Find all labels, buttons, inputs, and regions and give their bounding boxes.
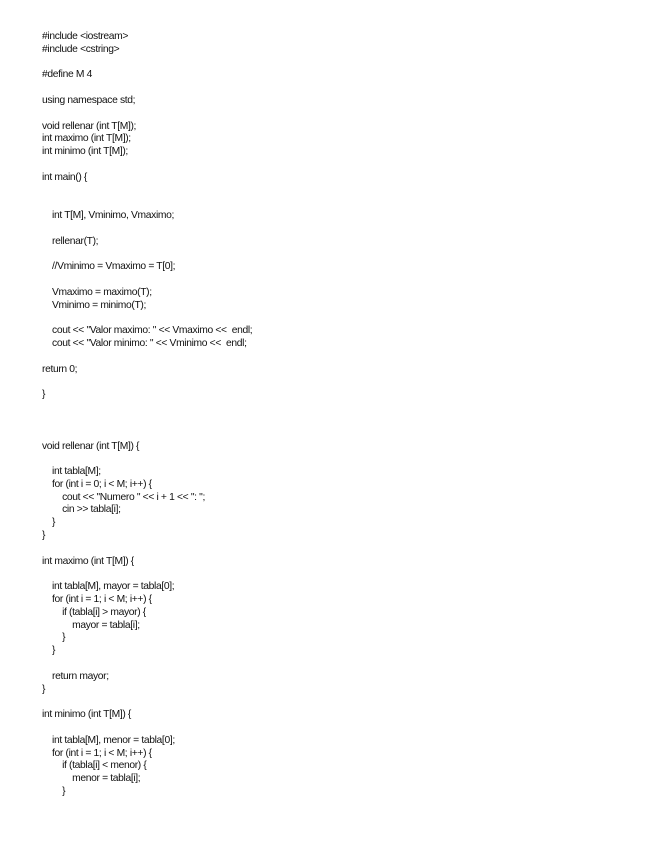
blank-line xyxy=(42,402,602,415)
code-line: using namespace std; xyxy=(42,94,136,106)
code-line: #define M 4 xyxy=(42,69,92,81)
code-line: mayor = tabla[i]; xyxy=(42,619,140,631)
code-line: #include <iostream> xyxy=(42,31,129,42)
blank-line xyxy=(42,223,602,236)
code-line: } xyxy=(42,517,56,529)
code-line: if (tabla[i] < menor) { xyxy=(42,760,147,772)
code-line: } xyxy=(42,530,46,542)
code-line: for (int i = 1; i < M; i++) { xyxy=(42,594,152,606)
code-line: rellenar(T); xyxy=(42,235,99,247)
code-line: int T[M], Vminimo, Vmaximo; xyxy=(42,210,174,222)
blank-line xyxy=(42,159,602,172)
code-line: cin >> tabla[i]; xyxy=(42,504,121,516)
code-line: int maximo (int T[M]); xyxy=(42,133,131,145)
code-line: int tabla[M], menor = tabla[0]; xyxy=(42,734,175,746)
blank-line xyxy=(42,249,602,262)
code-line: } xyxy=(42,645,56,657)
code-line: return 0; xyxy=(42,363,78,375)
blank-line xyxy=(42,313,602,326)
code-line: //Vminimo = Vmaximo = T[0]; xyxy=(42,261,176,273)
blank-line xyxy=(42,82,602,95)
code-line: } xyxy=(42,632,66,644)
blank-line xyxy=(42,274,602,287)
blank-line xyxy=(42,453,602,466)
code-listing xyxy=(42,31,602,799)
blank-line xyxy=(42,696,602,709)
code-line: menor = tabla[i]; xyxy=(42,773,141,785)
blank-line xyxy=(42,543,602,556)
blank-line xyxy=(42,108,602,121)
code-line: } xyxy=(42,389,46,401)
code-line: cout << "Valor maximo: " << Vmaximo << endl; xyxy=(42,325,253,337)
code-line: int tabla[M]; xyxy=(42,466,101,478)
code-line: if (tabla[i] > mayor) { xyxy=(42,606,146,618)
code-line: for (int i = 1; i < M; i++) { xyxy=(42,747,152,759)
code-line: void rellenar (int T[M]) { xyxy=(42,440,140,452)
blank-line xyxy=(42,415,602,428)
blank-line xyxy=(42,351,602,364)
blank-line xyxy=(42,197,602,210)
code-line: int minimo (int T[M]); xyxy=(42,146,128,158)
code-line: } xyxy=(42,683,46,695)
code-line: return mayor; xyxy=(42,670,109,682)
blank-line xyxy=(42,428,602,441)
blank-line xyxy=(42,185,602,198)
code-line: void rellenar (int T[M]); xyxy=(42,120,137,132)
code-line: #include <cstring> xyxy=(42,43,120,55)
code-line: int minimo (int T[M]) { xyxy=(42,709,132,721)
code-line: int maximo (int T[M]) { xyxy=(42,555,134,567)
code-line: int main() { xyxy=(42,171,88,183)
blank-line xyxy=(42,377,602,390)
code-line: Vminimo = minimo(T); xyxy=(42,299,147,311)
blank-line xyxy=(42,57,602,70)
blank-line xyxy=(42,658,602,671)
code-line: int tabla[M], mayor = tabla[0]; xyxy=(42,581,175,593)
blank-line xyxy=(42,568,602,581)
blank-line xyxy=(42,722,602,735)
code-line: cout << "Numero " << i + 1 << ": "; xyxy=(42,491,205,503)
code-line: Vmaximo = maximo(T); xyxy=(42,286,152,298)
code-line: for (int i = 0; i < M; i++) { xyxy=(42,478,152,490)
code-line: cout << "Valor minimo: " << Vminimo << endl; xyxy=(42,338,247,350)
code-line: } xyxy=(42,786,66,798)
